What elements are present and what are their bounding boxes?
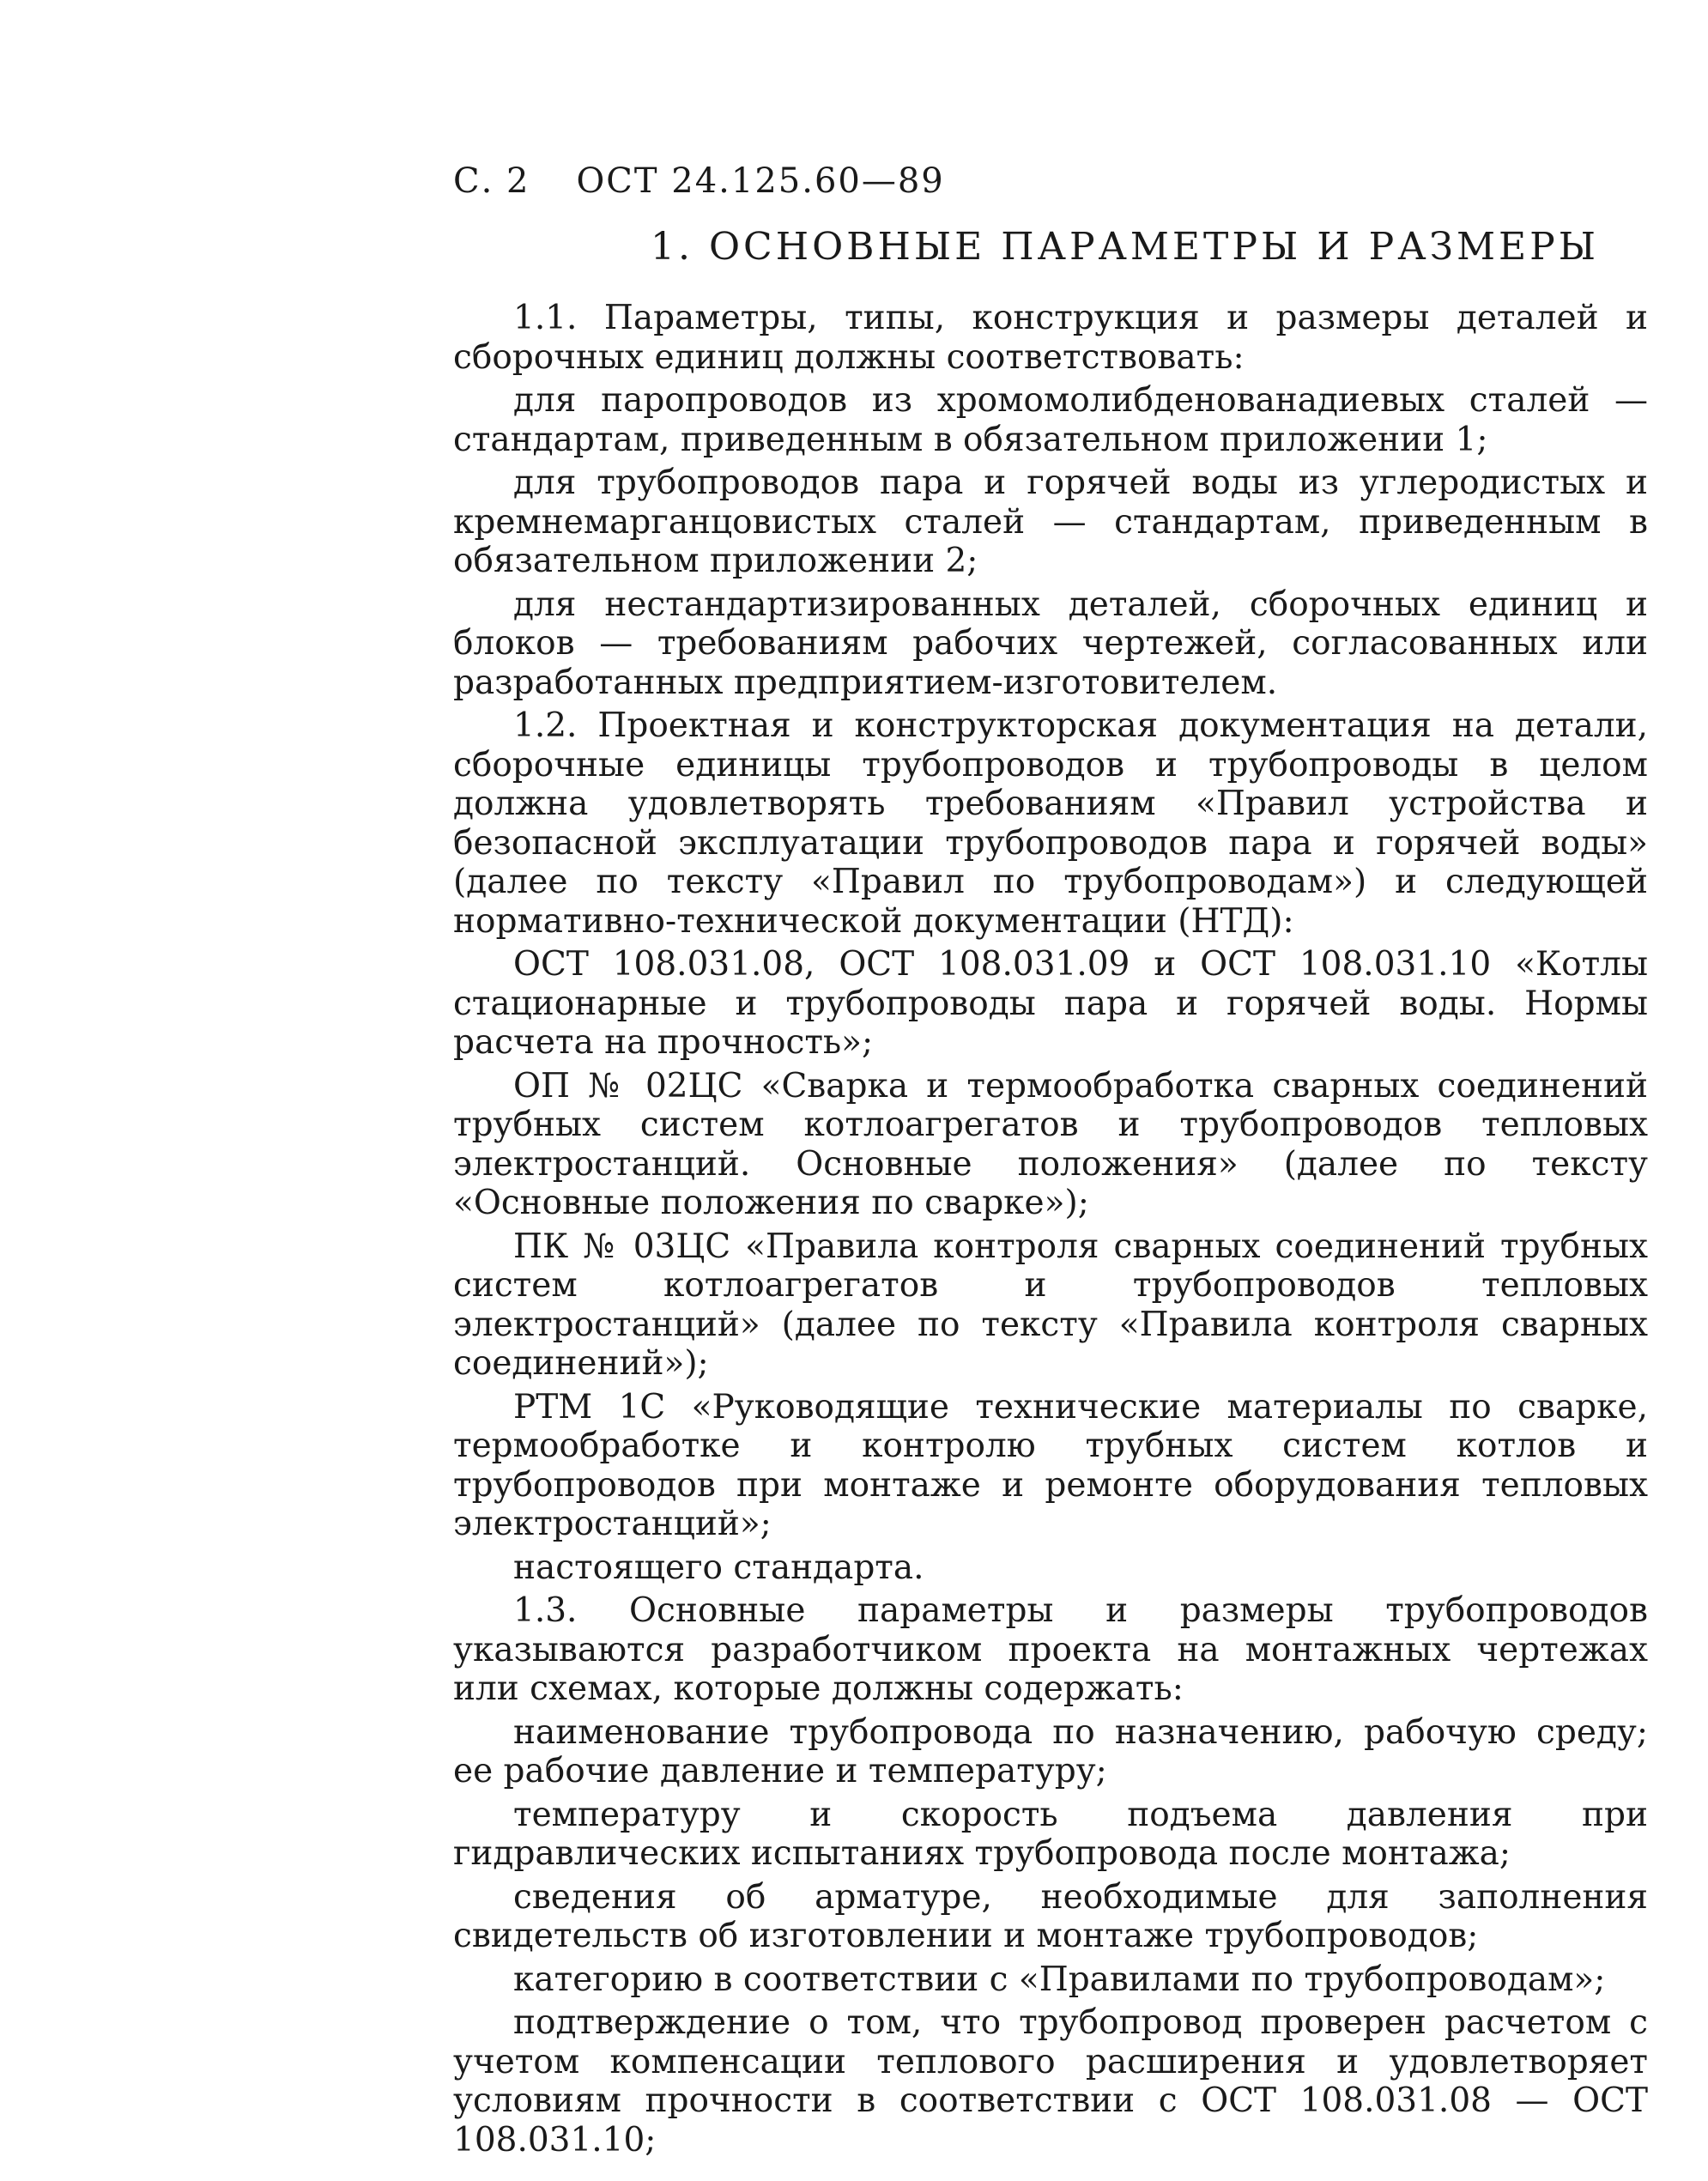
paragraph: для трубопроводов пара и горячей воды из углеродистых и кремнемарганцовистых сталей — стандартам, приведенным в обязательном приложении 2; [453, 463, 1648, 580]
paragraph: для нестандартизированных деталей, сборочных единиц и блоков — требованиям рабочих чертежей, согласованных или разработанных предприятием-изготовителем. [453, 585, 1648, 702]
paragraph: ОП № 02ЦС «Сварка и термообработка сварных соединений трубных систем котлоагрегатов и трубопроводов тепловых электростанций. Основные положения» (далее по тексту «Основные положения по сварке»); [453, 1066, 1648, 1222]
paragraph: для паропроводов из хромомолибденованадиевых сталей — стандартам, приведенным в обязательном приложении 1; [453, 381, 1648, 459]
paragraph: ОСТ 108.031.08, ОСТ 108.031.09 и ОСТ 108.031.10 «Котлы стационарные и трубопроводы пара и горячей воды. Нормы расчета на прочность»; [453, 945, 1648, 1062]
page-header [453, 161, 991, 201]
paragraph: 1.2. Проектная и конструкторская документация на детали, сборочные единицы трубопроводов и трубопроводы в целом должна удовлетворять требованиям «Правил устройства и безопасной эксплуатации трубопроводов пара и горячей воды» (далее по тексту «Правил по трубопроводам») и следующей нормативно-технической документации (НТД): [453, 706, 1648, 941]
page-number: С. 2 [453, 161, 530, 201]
section-title: 1. ОСНОВНЫЕ ПАРАМЕТРЫ И РАЗМЕРЫ [651, 225, 1600, 269]
paragraph: настоящего стандарта. [513, 1548, 924, 1587]
document-body [453, 299, 1648, 2164]
paragraph: сведения об арматуре, необходимые для заполнения свидетельств об изготовлении и монтаже трубопроводов; [453, 1877, 1648, 1955]
paragraph: температуру и скорость подъема давления при гидравлических испытаниях трубопровода после монтажа; [453, 1795, 1648, 1873]
paragraph: наименование трубопровода по назначению, рабочую среду; ее рабочие давление и температуру; [453, 1712, 1648, 1790]
paragraph: РТМ 1С «Руководящие технические материалы по сварке, термообработке и контролю трубных систем котлов и трубопроводов при монтаже и ремонте оборудования тепловых электростанций»; [453, 1387, 1648, 1543]
paragraph: 1.1. Параметры, типы, конструкция и размеры деталей и сборочных единиц должны соответствовать: [453, 299, 1648, 377]
standard-code: ОСТ 24.125.60—89 [576, 161, 945, 201]
paragraph: категорию в соответствии с «Правилами по трубопроводам»; [513, 1960, 1606, 1999]
paragraph: ПК № 03ЦС «Правила контроля сварных соединений трубных систем котлоагрегатов и трубопроводов тепловых электростанций» (далее по тексту «Правила контроля сварных соединений»); [453, 1227, 1648, 1383]
paragraph: 1.3. Основные параметры и размеры трубопроводов указываются разработчиком проекта на монтажных чертежах или схемах, которые должны содержать: [453, 1591, 1648, 1708]
paragraph: подтверждение о том, что трубопровод проверен расчетом с учетом компенсации теплового расширения и удовлетворяет условиям прочности в соответствии с ОСТ 108.031.08 — ОСТ 108.031.10; [453, 2003, 1648, 2160]
